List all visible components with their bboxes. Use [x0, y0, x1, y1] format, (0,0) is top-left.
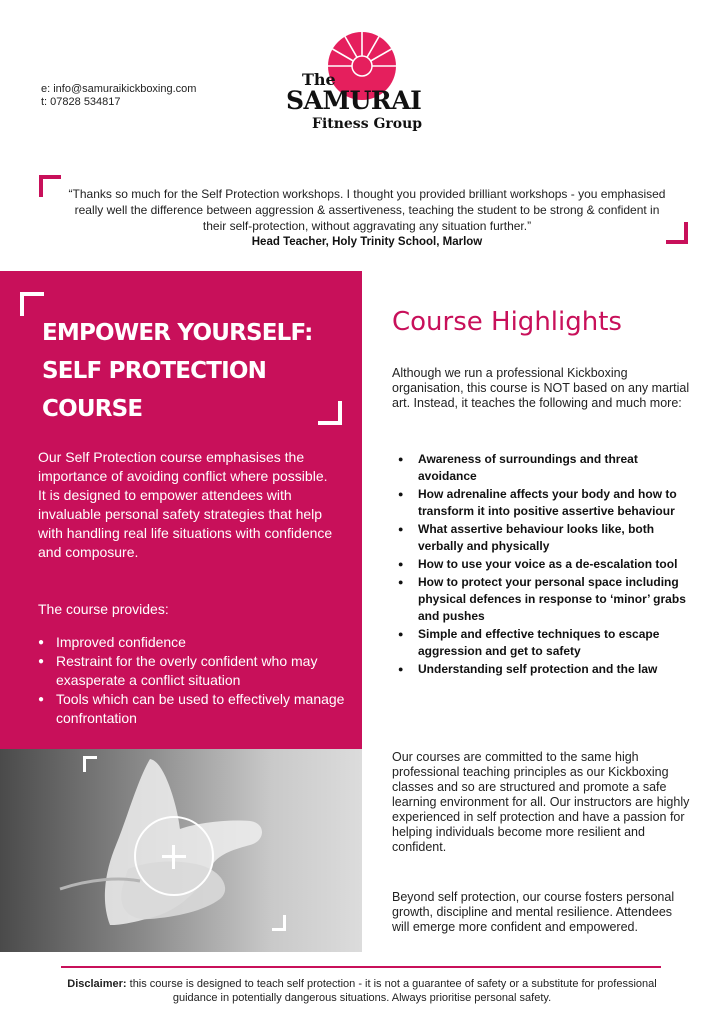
list-item: ● Awareness of surroundings and threat avoidance: [398, 451, 693, 485]
logo-subtitle-text: Fitness Group: [312, 116, 423, 132]
disclaimer-text: this course is designed to teach self protection - it is not a guarantee of safety or a substitute for professional guidance in potentially dangerous situations. Always prioritise personal safety.: [126, 978, 657, 1004]
list-item: ● Restraint for the overly confident who may exasperate a conflict situation: [38, 652, 348, 690]
course-title: EMPOWER YOURSELF: SELF PROTECTION COURSE: [42, 320, 313, 422]
title-close-bracket-icon: [318, 401, 342, 425]
course-provides-list: [38, 633, 348, 728]
course-provides-label: The course provides:: [38, 601, 169, 617]
logo-the-text: The: [302, 70, 336, 89]
list-item: ● How to use your voice as a de-escalation tool: [398, 556, 693, 573]
disclaimer-divider: [61, 966, 661, 968]
contact-info: [41, 83, 196, 109]
contact-email[interactable]: e: info@samuraikickboxing.com: [41, 83, 197, 95]
course-description: Our Self Protection course emphasises the importance of avoiding conflict where possible. It is designed to empower attendees with invaluable personal safety strategies that help with handling real life situations with confidence and composure.: [38, 449, 333, 560]
disclaimer: [56, 977, 668, 1005]
title-open-bracket-icon: [20, 292, 44, 316]
beyond-paragraph: Beyond self protection, our course fosters personal growth, discipline and mental resilience. Attendees will emerge more confident and empowered.: [392, 890, 675, 934]
contact-phone[interactable]: t: 07828 534817: [41, 96, 121, 108]
quote-close-bracket-icon: [666, 222, 688, 244]
logo-samurai-text: SAMURAI: [286, 86, 422, 115]
highlights-list: [398, 451, 693, 679]
list-item: ● Tools which can be used to effectively manage confrontation: [38, 690, 348, 728]
plus-icon-vertical: [172, 845, 175, 869]
photo-open-bracket-icon: [83, 756, 97, 772]
testimonial-author: Head Teacher, Holy Trinity School, Marlow: [251, 236, 483, 248]
commitment-paragraph: Our courses are committed to the same high professional teaching principles as our Kickboxing classes and so are structured and promote a safe learning environment for all. Our instructors are highly experienced in self protection and have a passion for helping individuals become more resilient and confident.: [392, 750, 690, 854]
highlights-heading: Course Highlights: [392, 307, 622, 337]
list-item: ● Improved confidence: [38, 633, 348, 652]
list-item: ● How adrenaline affects your body and how to transform it into positive assertive behaviour: [398, 486, 693, 520]
samurai-logo: [282, 30, 442, 140]
highlights-intro: Although we run a professional Kickboxing organisation, this course is NOT based on any martial art. Instead, it teaches the following and much more:: [392, 366, 690, 410]
list-item: ● How to protect your personal space including physical defences in response to ‘minor’ grabs and pushes: [398, 574, 693, 625]
list-item: ● Understanding self protection and the law: [398, 661, 693, 678]
list-item: ● What assertive behaviour looks like, both verbally and physically: [398, 521, 693, 555]
quote-open-bracket-icon: [39, 175, 61, 197]
disclaimer-label: Disclaimer:: [67, 978, 127, 990]
testimonial-quote: “Thanks so much for the Self Protection workshops. I thought you provided brilliant workshops - you emphasised really well the difference between aggression & assertiveness, teaching the student to be strong & confident in their self-protection, without aggravating any situation further.”: [68, 187, 666, 233]
photo-close-bracket-icon: [272, 915, 286, 931]
list-item: ● Simple and effective techniques to escape aggression and get to safety: [398, 626, 693, 660]
